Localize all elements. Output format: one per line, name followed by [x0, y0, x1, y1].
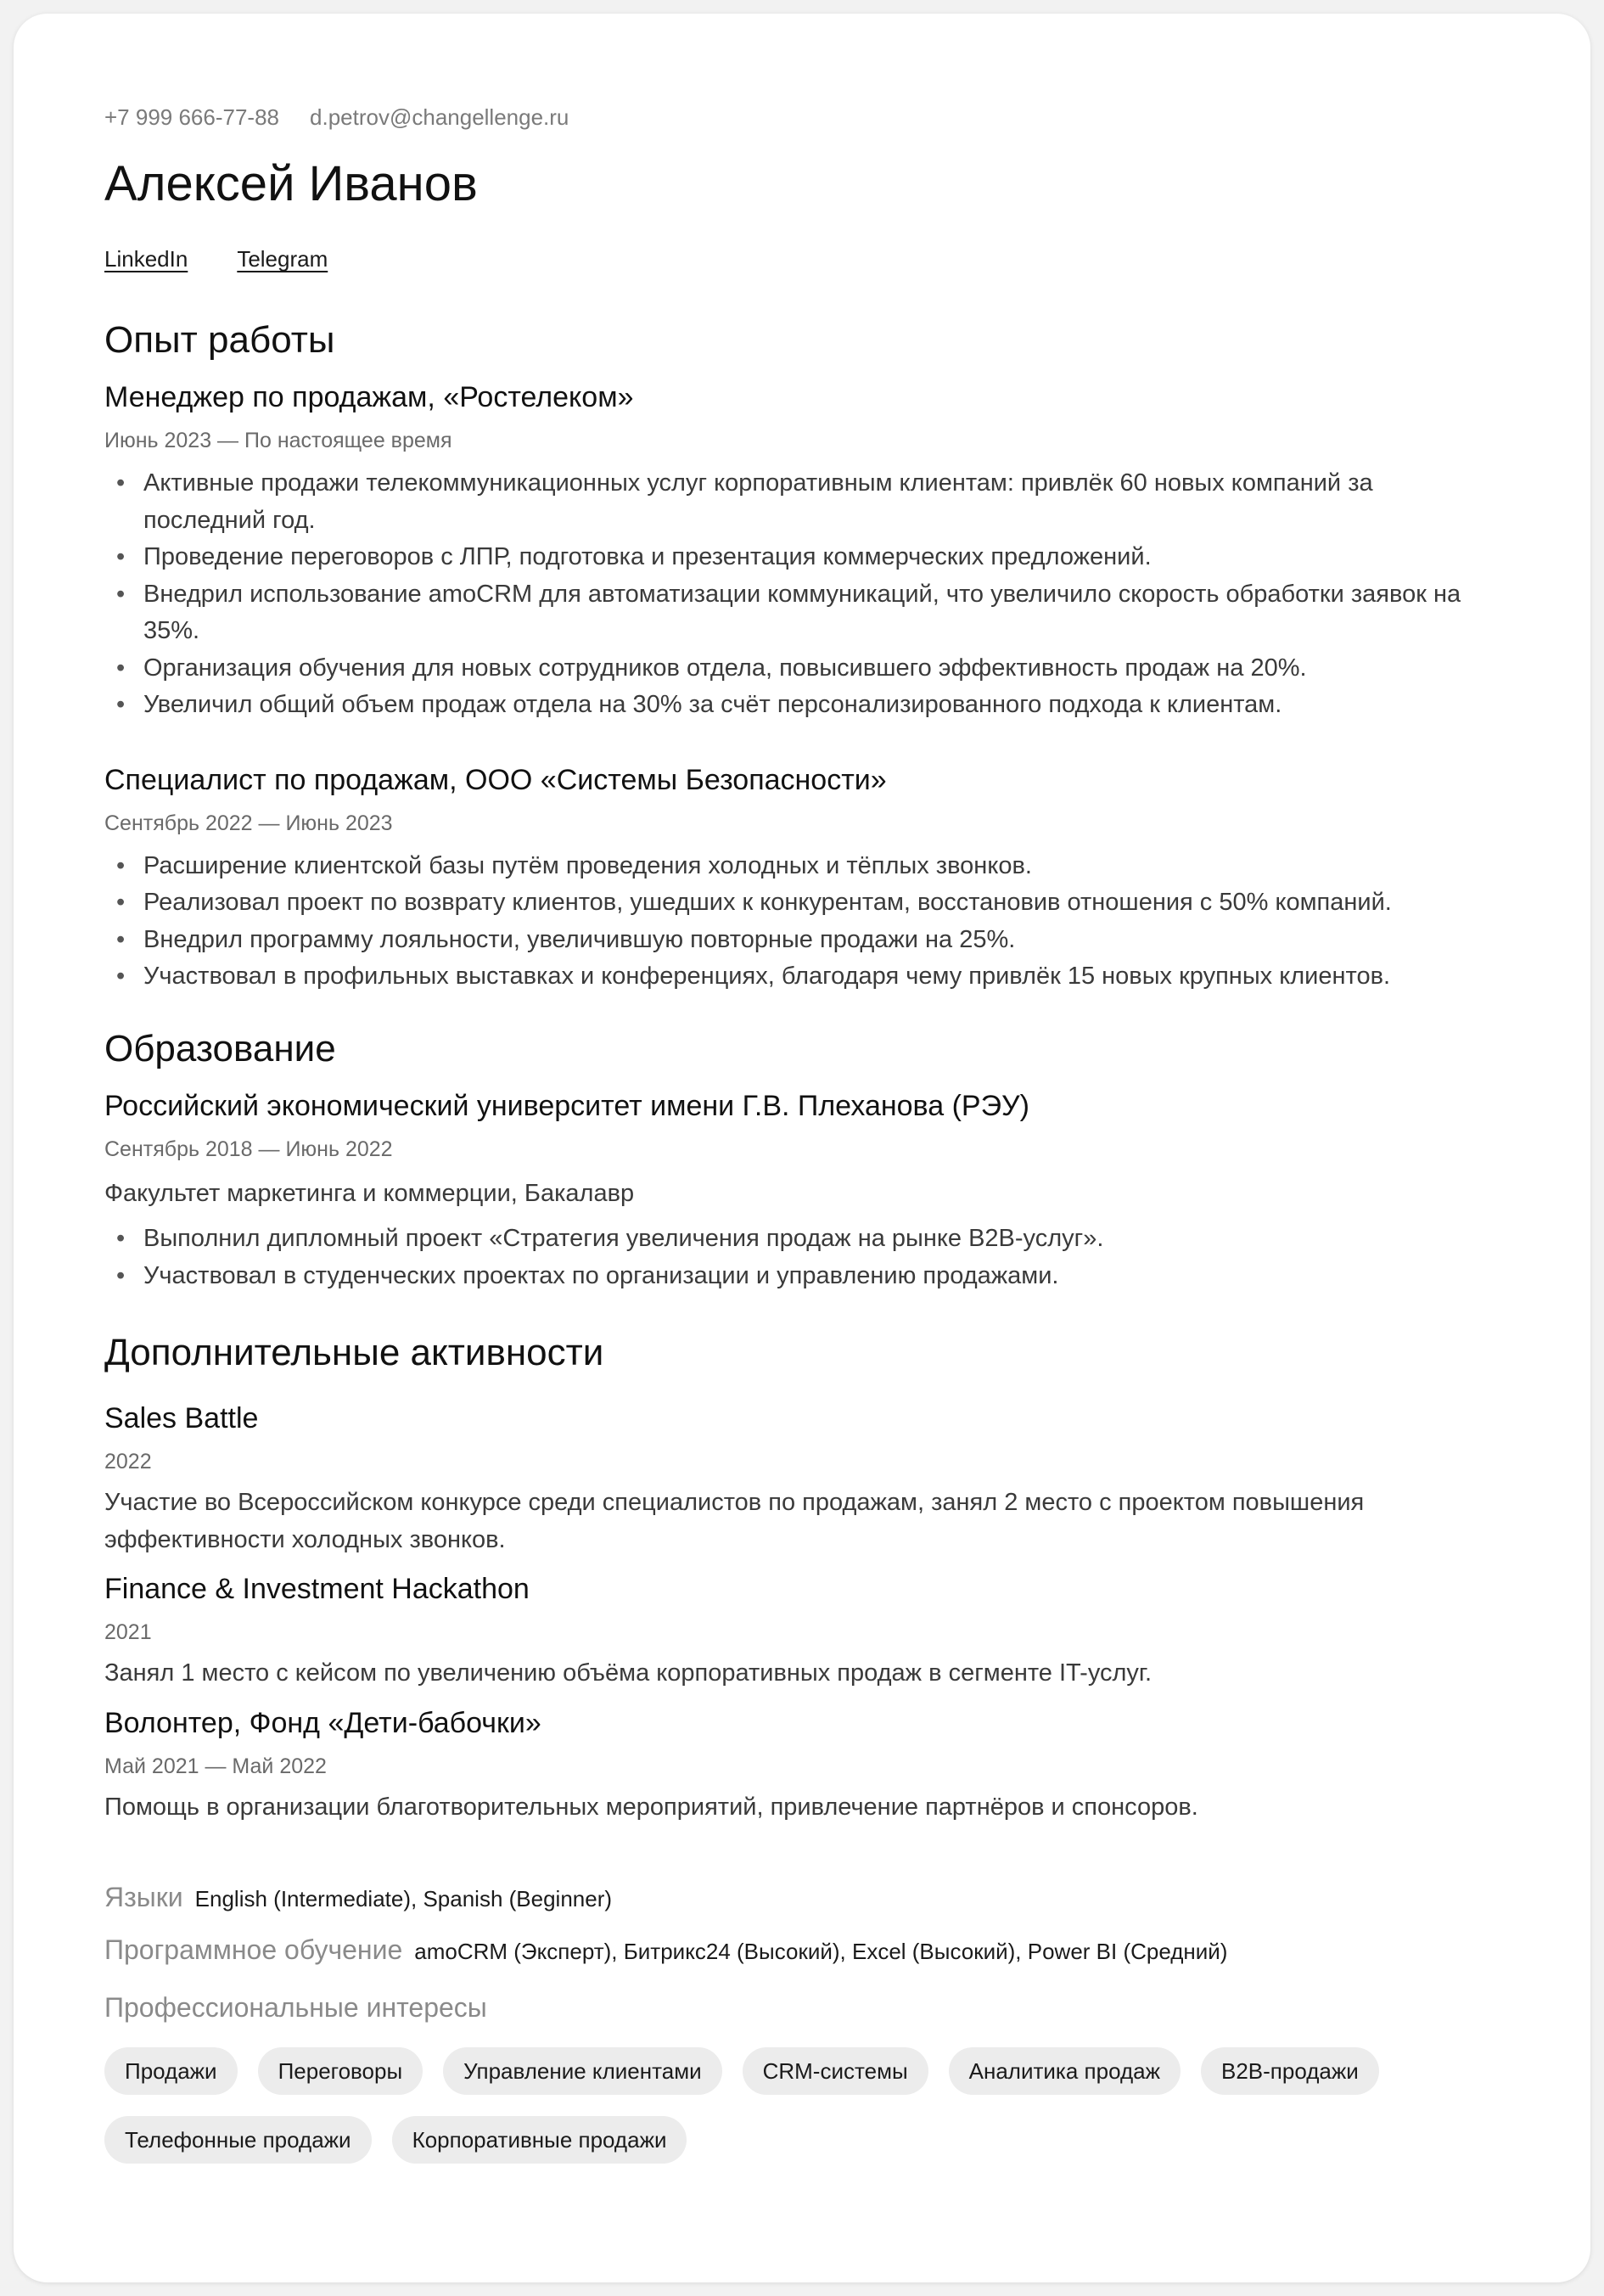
interests-row — [104, 1990, 1497, 2026]
list-item: • Внедрил использование amoCRM для автоматизации коммуникаций, что увеличило скорость обработки заявок на 35%. — [104, 576, 1497, 650]
languages-value: English (Intermediate), Spanish (Beginner) — [194, 1886, 613, 1911]
interest-tags — [104, 2047, 1479, 2164]
job-dates: Июнь 2023 — По настоящее время — [104, 429, 452, 452]
list-item: • Участвовал в студенческих проектах по организации и управлению продажами. — [104, 1258, 1497, 1295]
contacts-line — [104, 102, 1497, 132]
interest-tag: Телефонные продажи — [104, 2116, 372, 2164]
education-dates: Сентябрь 2018 — Июнь 2022 — [104, 1137, 393, 1161]
list-item: • Проведение переговоров с ЛПР, подготовка и презентация коммерческих предложений. — [104, 539, 1497, 576]
activity-title: Finance & Investment Hackathon — [104, 1573, 530, 1605]
experience-section-title: Опыт работы — [104, 319, 335, 361]
activity-date: 2022 — [104, 1450, 152, 1474]
faculty-degree: Факультет маркетинга и коммерции, Бакалавр — [104, 1179, 635, 1207]
activity-title: Волонтер, Фонд «Дети-бабочки» — [104, 1706, 541, 1739]
job-title: Специалист по продажам, ООО «Системы Безопасности» — [104, 763, 887, 796]
linkedin-link[interactable]: LinkedIn — [104, 246, 188, 272]
job-dates: Сентябрь 2022 — Июнь 2023 — [104, 811, 393, 835]
interest-tag: CRM-системы — [743, 2047, 928, 2095]
languages-row — [104, 1880, 1497, 1916]
list-item: • Организация обучения для новых сотрудников отдела, повысившего эффективность продаж на 20%. — [104, 650, 1497, 688]
interest-tag: Корпоративные продажи — [392, 2116, 687, 2164]
activity-description: Помощь в организации благотворительных мероприятий, привлечение партнёров и спонсоров. — [104, 1793, 1198, 1821]
list-item: • Внедрил программу лояльности, увеличившую повторные продажи на 25%. — [104, 922, 1497, 959]
education-achievements-list — [104, 1221, 1497, 1294]
interest-tag: B2B-продажи — [1201, 2047, 1379, 2095]
interest-tag: Продажи — [104, 2047, 238, 2095]
profile-links — [104, 244, 1497, 273]
activity-date: Май 2021 — Май 2022 — [104, 1754, 327, 1778]
telegram-link[interactable]: Telegram — [237, 246, 328, 272]
activity-title: Sales Battle — [104, 1402, 259, 1434]
interests-label: Профессиональные интересы — [104, 1992, 487, 2023]
list-item: • Активные продажи телекоммуникационных услуг корпоративным клиентам: привлёк 60 новых компаний за последний год. — [104, 465, 1497, 539]
job-achievements-list — [104, 465, 1497, 724]
candidate-name: Алексей Иванов — [104, 156, 478, 211]
software-row — [104, 1933, 1497, 1968]
job-achievements-list — [104, 848, 1497, 996]
list-item: • Реализовал проект по возврату клиентов, ушедших к конкурентам, восстановив отношения с 50% компаний. — [104, 884, 1497, 922]
interest-tag: Аналитика продаж — [949, 2047, 1181, 2095]
software-label: Программное обучение — [104, 1934, 403, 1965]
activity-description: Участие во Всероссийском конкурсе среди специалистов по продажам, занял 2 место с проектом повышения эффективности холодных звонков. — [104, 1489, 1365, 1553]
activity-description: Занял 1 место с кейсом по увеличению объёма корпоративных продаж в сегменте IT-услуг. — [104, 1659, 1153, 1687]
list-item: • Расширение клиентской базы путём проведения холодных и тёплых звонков. — [104, 848, 1497, 885]
software-value: amoCRM (Эксперт), Битрикс24 (Высокий), Excel (Высокий), Power BI (Средний) — [414, 1939, 1228, 1964]
phone-number: +7 999 666-77-88 — [104, 104, 280, 130]
interest-tag: Управление клиентами — [443, 2047, 721, 2095]
education-section-title: Образование — [104, 1027, 336, 1069]
list-item: • Выполнил дипломный проект «Стратегия увеличения продаж на рынке B2B-услуг». — [104, 1221, 1497, 1258]
activity-date: 2021 — [104, 1620, 152, 1644]
university-name: Российский экономический университет имени Г.В. Плеханова (РЭУ) — [104, 1089, 1029, 1122]
languages-label: Языки — [104, 1882, 183, 1912]
email-address: d.petrov@changellenge.ru — [310, 104, 569, 130]
list-item: • Увеличил общий объем продаж отдела на 30% за счёт персонализированного подхода к клиентам. — [104, 687, 1497, 724]
resume-card — [14, 14, 1590, 2282]
activities-section-title: Дополнительные активности — [104, 1332, 604, 1373]
interest-tag: Переговоры — [258, 2047, 423, 2095]
job-title: Менеджер по продажам, «Ростелеком» — [104, 381, 634, 413]
list-item: • Участвовал в профильных выставках и конференциях, благодаря чему привлёк 15 новых крупных клиентов. — [104, 958, 1497, 996]
